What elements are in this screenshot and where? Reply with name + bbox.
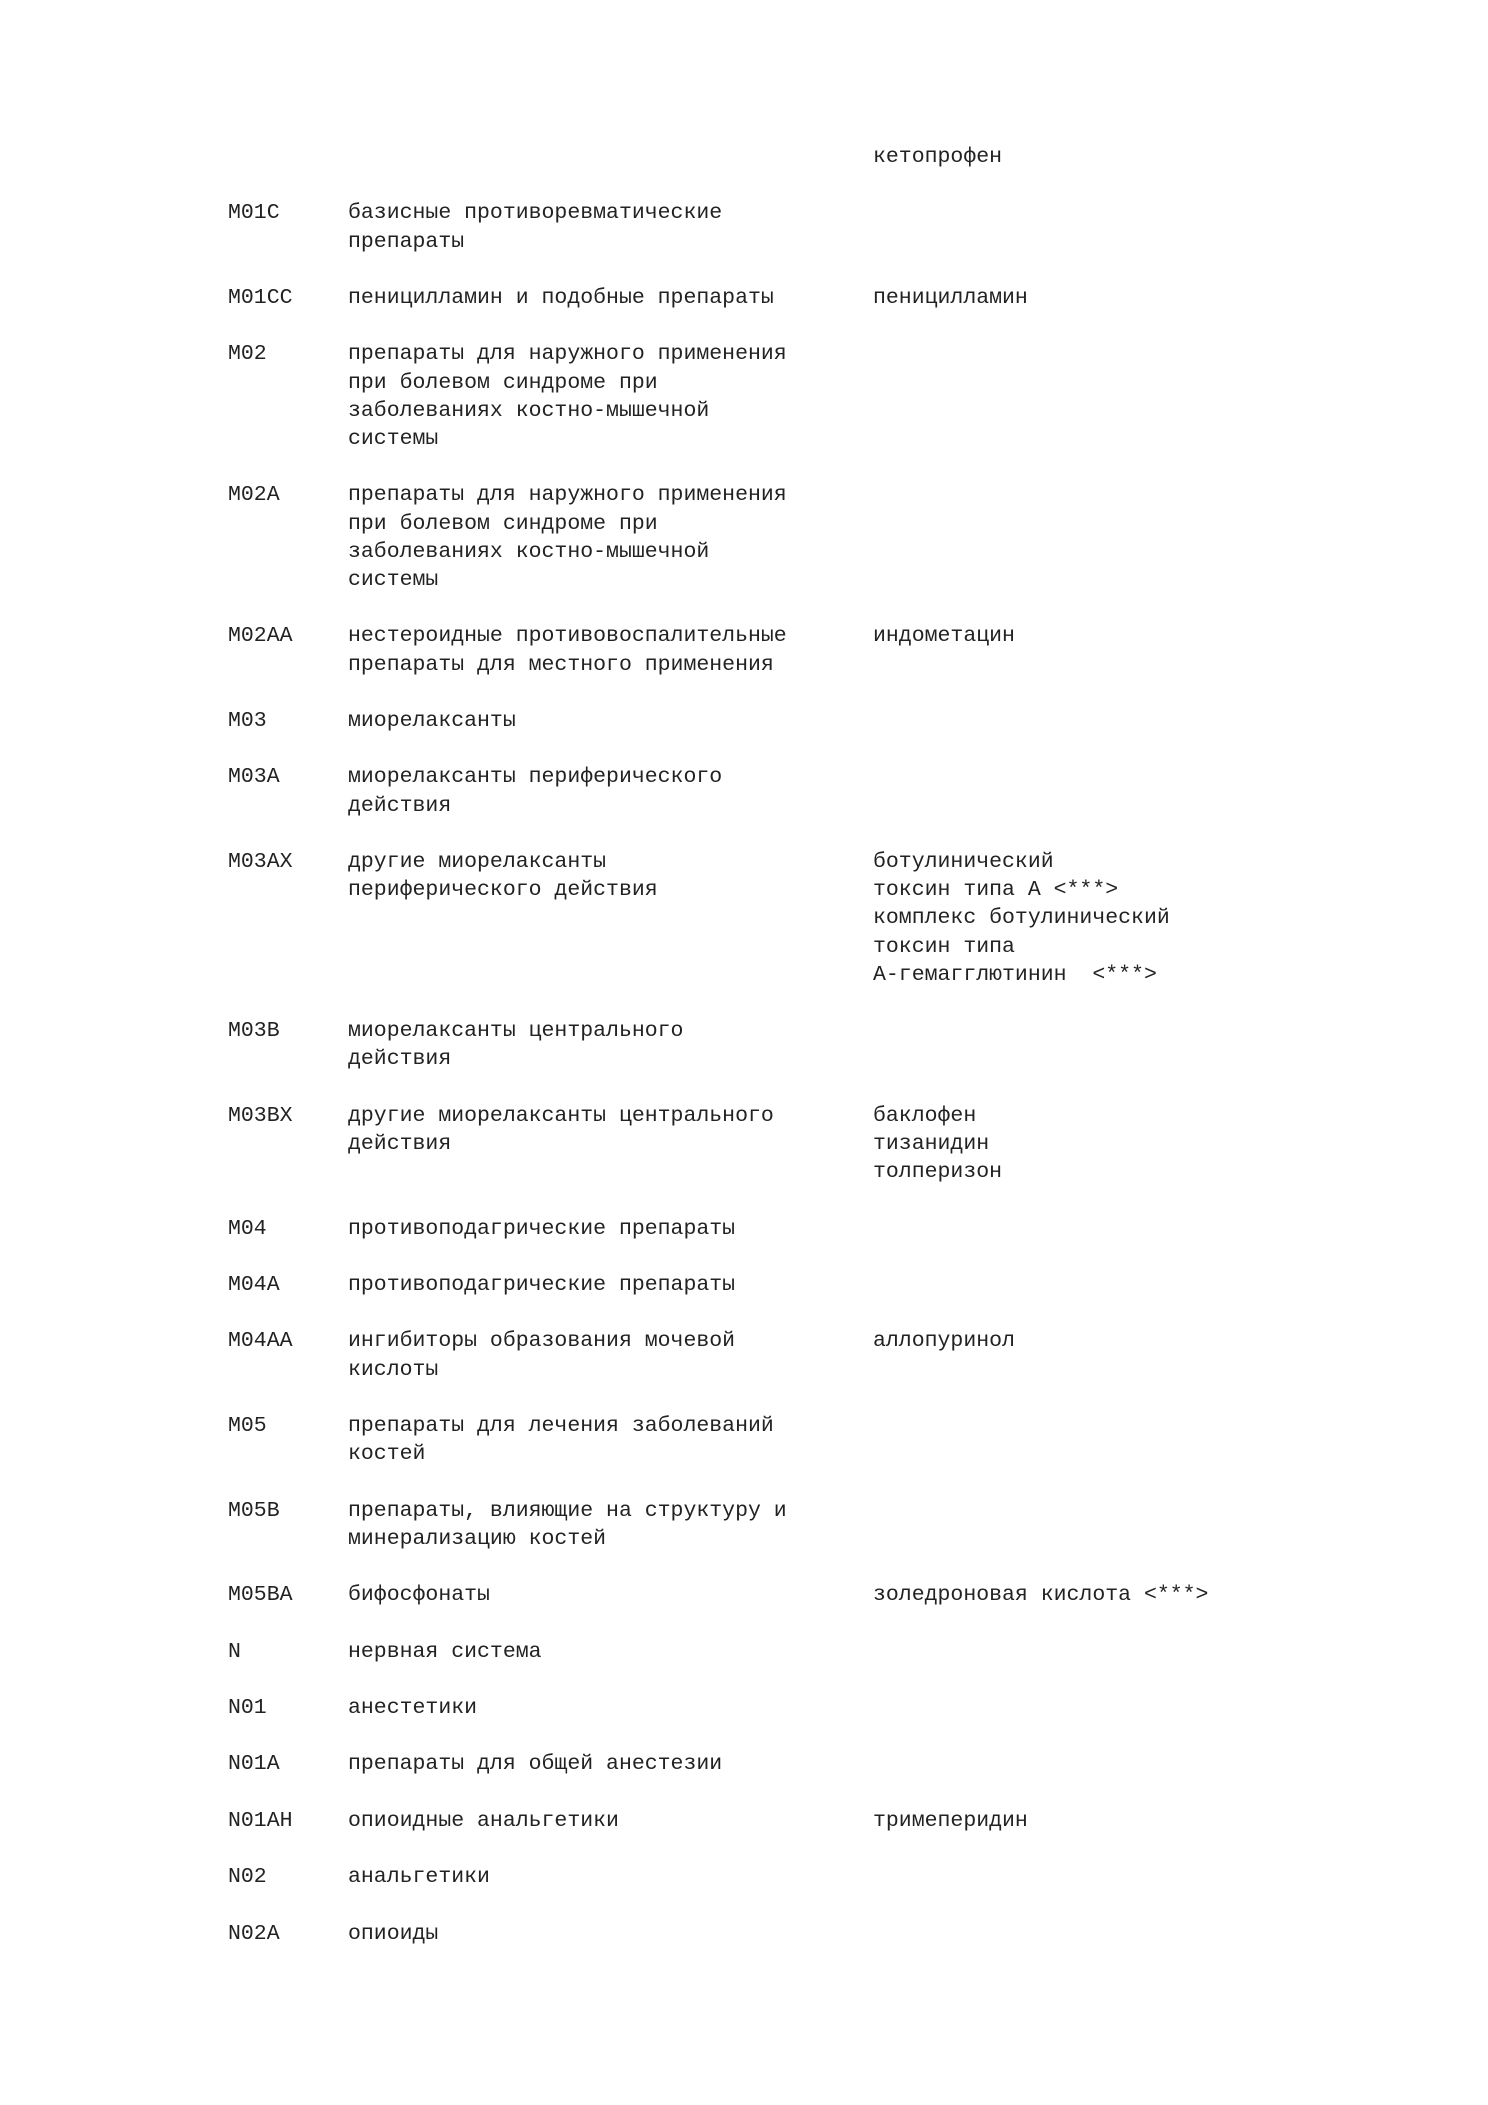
group-name-line: периферического действия bbox=[348, 878, 658, 903]
group-name-line: минерализацию костей bbox=[348, 1526, 607, 1551]
table-row bbox=[0, 1271, 1488, 1299]
table-row bbox=[0, 1920, 1488, 1948]
atc-code: M01CC bbox=[228, 286, 293, 310]
drug-name-line: токсин типа A <***> bbox=[873, 878, 1119, 903]
table-row bbox=[0, 1581, 1488, 1609]
group-name-line: препараты bbox=[348, 229, 465, 254]
table-row bbox=[0, 707, 1488, 735]
group-name-line: препараты для общей анестезии bbox=[348, 1752, 723, 1777]
atc-code: M05B bbox=[228, 1498, 280, 1523]
table-row bbox=[0, 284, 1488, 312]
atc-code: N01AH bbox=[228, 1808, 293, 1833]
atc-code: N bbox=[228, 1639, 241, 1664]
atc-code: M04A bbox=[228, 1273, 280, 1297]
group-name-line: противоподагрические препараты bbox=[348, 1273, 736, 1297]
group-name-line: при болевом синдроме при bbox=[348, 511, 658, 536]
atc-code: M04AA bbox=[228, 1329, 293, 1354]
atc-code: N02A bbox=[228, 1921, 280, 1946]
group-name-line: анестетики bbox=[348, 1696, 478, 1720]
atc-code: M03B bbox=[228, 1019, 280, 1044]
table-row bbox=[0, 1807, 1488, 1835]
atc-code: M03 bbox=[228, 709, 267, 733]
group-name-line: препараты, влияющие на структуру и bbox=[348, 1498, 787, 1523]
drug-name-line: индометацин bbox=[873, 624, 1015, 649]
drug-name-line: тизанидин bbox=[873, 1131, 990, 1156]
table-row bbox=[0, 1694, 1488, 1722]
table-row bbox=[0, 1102, 1488, 1187]
table-row bbox=[0, 481, 1488, 594]
atc-code: M04 bbox=[228, 1216, 267, 1241]
group-name-line: другие миорелаксанты bbox=[348, 850, 607, 874]
group-name-line: ингибиторы образования мочевой bbox=[348, 1329, 736, 1354]
table-row bbox=[0, 848, 1488, 989]
table-row bbox=[0, 340, 1488, 453]
group-name-line: нестероидные противовоспалительные bbox=[348, 624, 787, 649]
table-row bbox=[0, 1412, 1488, 1468]
drug-name-line: золедроновая кислота <***> bbox=[873, 1583, 1209, 1608]
table-row bbox=[0, 1750, 1488, 1778]
group-name-line: действия bbox=[348, 1131, 452, 1156]
atc-code: M03BX bbox=[228, 1103, 293, 1128]
group-name-line: системы bbox=[348, 426, 439, 451]
drug-name-line: аллопуринол bbox=[873, 1329, 1015, 1354]
group-name-line: другие миорелаксанты центрального bbox=[348, 1103, 774, 1128]
group-name-line: базисные противоревматические bbox=[348, 201, 723, 226]
drug-name-line: ботулинический bbox=[873, 850, 1054, 874]
group-name-line: пеницилламин и подобные препараты bbox=[348, 286, 774, 310]
drug-name-line: комплекс ботулинический bbox=[873, 906, 1170, 931]
table-row bbox=[0, 143, 1488, 171]
atc-code: N01A bbox=[228, 1752, 280, 1777]
table-row bbox=[0, 622, 1488, 678]
drug-name-line: баклофен bbox=[873, 1103, 977, 1128]
atc-code: M02 bbox=[228, 342, 267, 367]
atc-code: M02AA bbox=[228, 624, 293, 649]
group-name-line: миорелаксанты центрального bbox=[348, 1019, 684, 1044]
group-name-line: заболеваниях костно-мышечной bbox=[348, 539, 710, 564]
drug-name-line: токсин типа bbox=[873, 934, 1015, 959]
group-name-line: кислоты bbox=[348, 1357, 439, 1382]
group-name-line: противоподагрические препараты bbox=[348, 1216, 736, 1241]
drug-name-line: пеницилламин bbox=[873, 286, 1028, 310]
atc-code: M05 bbox=[228, 1414, 267, 1438]
table-row bbox=[0, 1017, 1488, 1073]
group-name-line: анальгетики bbox=[348, 1865, 490, 1890]
table-row bbox=[0, 763, 1488, 819]
table-row bbox=[0, 1215, 1488, 1243]
group-name-line: бифосфонаты bbox=[348, 1583, 490, 1608]
group-name-line: действия bbox=[348, 1047, 452, 1072]
group-name-line: миорелаксанты периферического bbox=[348, 765, 723, 790]
table-row bbox=[0, 1497, 1488, 1553]
group-name-line: препараты для лечения заболеваний bbox=[348, 1414, 774, 1438]
atc-code: M03A bbox=[228, 765, 280, 790]
group-name-line: системы bbox=[348, 567, 439, 592]
group-name-line: при болевом синдроме при bbox=[348, 370, 658, 395]
table-row bbox=[0, 1863, 1488, 1891]
group-name-line: миорелаксанты bbox=[348, 709, 516, 733]
group-name-line: препараты для наружного применения bbox=[348, 483, 787, 508]
group-name-line: препараты для наружного применения bbox=[348, 342, 787, 367]
group-name-line: действия bbox=[348, 793, 452, 818]
group-name-line: препараты для местного применения bbox=[348, 652, 774, 677]
group-name-line: опиоидные анальгетики bbox=[348, 1808, 619, 1833]
drug-name-line: тримеперидин bbox=[873, 1808, 1028, 1833]
atc-code: N02 bbox=[228, 1865, 267, 1890]
table-row bbox=[0, 199, 1488, 255]
table-row bbox=[0, 1638, 1488, 1666]
table-row bbox=[0, 1327, 1488, 1383]
atc-code: N01 bbox=[228, 1696, 267, 1720]
drug-name-line: толперизон bbox=[873, 1160, 1003, 1185]
group-name-line: костей bbox=[348, 1442, 426, 1467]
atc-code: M02A bbox=[228, 483, 280, 508]
group-name-line: заболеваниях костно-мышечной bbox=[348, 398, 710, 423]
group-name-line: опиоиды bbox=[348, 1921, 439, 1946]
atc-code: M03AX bbox=[228, 850, 293, 874]
drug-name-line: кетопрофен bbox=[873, 145, 1003, 169]
atc-code: M01C bbox=[228, 201, 280, 226]
group-name-line: нервная система bbox=[348, 1639, 542, 1664]
drug-name-line: A-гемагглютинин <***> bbox=[873, 962, 1157, 987]
atc-code: M05BA bbox=[228, 1583, 293, 1608]
